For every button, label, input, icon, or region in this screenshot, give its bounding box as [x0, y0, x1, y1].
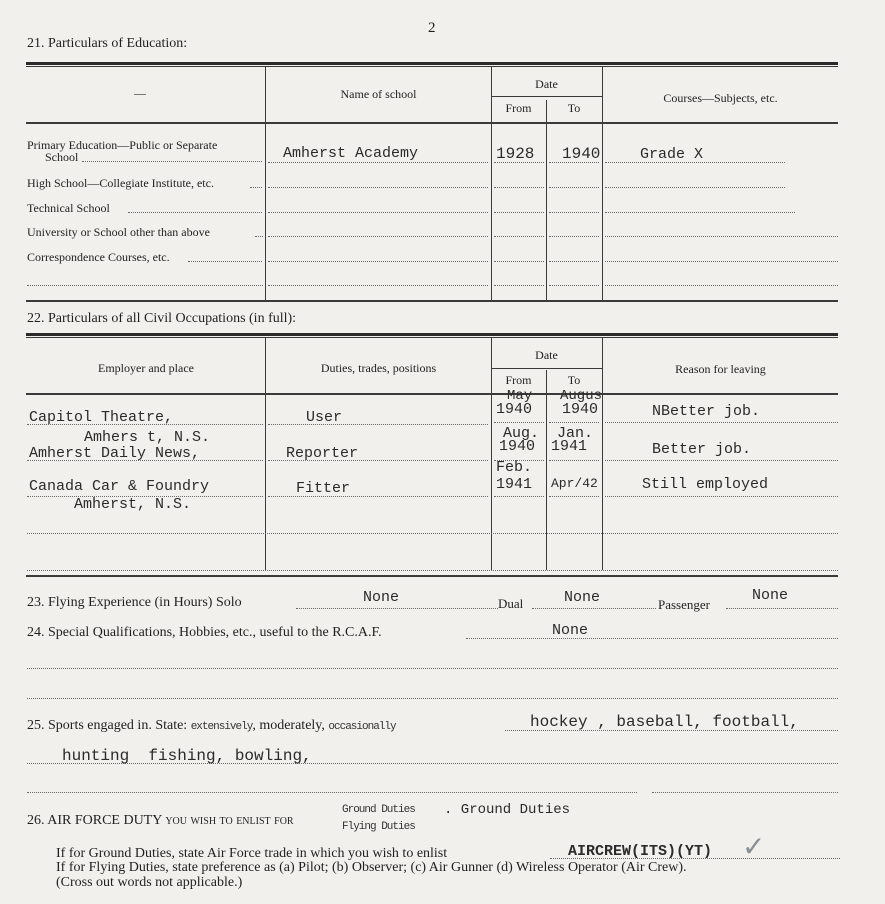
- occ-to-year: 1940: [562, 401, 599, 418]
- dual-value: None: [564, 589, 601, 606]
- solo-value: None: [363, 589, 400, 606]
- flying-experience-label: 23. Flying Experience (in Hours) Solo: [27, 595, 242, 610]
- cross-out-note: (Cross out words not applicable.): [56, 875, 243, 890]
- sports-option-moderately: , moderately,: [252, 718, 325, 733]
- dot-leader: [268, 460, 488, 461]
- sports-option-extensively-struck: extensively: [190, 721, 253, 733]
- section-22-top-rule-inner: [26, 337, 838, 338]
- edu-header-date: Date: [535, 77, 558, 91]
- section-22-top-rule: [26, 333, 838, 336]
- occ-to-month: Augus: [560, 388, 603, 404]
- dot-leader: [27, 668, 838, 669]
- dot-leader: [549, 285, 599, 286]
- occ-employer: Amherst Daily News,: [29, 445, 201, 462]
- edu-header-bottom-rule: [26, 122, 838, 124]
- duty-choice-value: . Ground Duties: [444, 802, 571, 818]
- passenger-value: None: [752, 587, 789, 604]
- dot-leader: [27, 496, 263, 497]
- edu-row-label: Correspondence Courses, etc.: [27, 250, 170, 264]
- occ-to-year: 1941: [551, 438, 588, 455]
- dot-leader: [549, 261, 599, 262]
- sports-label: 25. Sports engaged in. State:: [27, 718, 188, 733]
- special-qualifications-label: 24. Special Qualifications, Hobbies, etc., useful to the R.C.A.F.: [27, 625, 382, 640]
- dot-leader: [494, 236, 544, 237]
- dot-leader: [268, 285, 488, 286]
- occ-reason: NBetter job.: [652, 403, 761, 420]
- dot-leader: [605, 285, 838, 286]
- page-number: 2: [428, 20, 436, 36]
- occ-from-year: 1940: [496, 401, 533, 418]
- flying-duties-option-struck: Flying Duties: [342, 821, 415, 833]
- dot-leader: [494, 212, 544, 213]
- sports-value-line2: hunting fishing, bowling,: [62, 747, 312, 765]
- edu-to-value: 1940: [562, 145, 601, 163]
- occ-duties: User: [306, 409, 343, 426]
- dot-leader: [255, 236, 263, 237]
- ground-duties-option-struck: Ground Duties: [342, 804, 415, 816]
- section-22-bottom-rule: [26, 575, 838, 577]
- dual-label: Dual: [498, 596, 524, 611]
- dot-leader: [268, 236, 488, 237]
- dot-leader: [268, 212, 488, 213]
- occ-from-year: 1940: [499, 438, 536, 455]
- sports-option-occasionally-struck: occasionally: [328, 721, 396, 733]
- edu-header-to: To: [567, 101, 581, 115]
- occ-reason: Better job.: [652, 441, 752, 458]
- occ-from-month: Aug.: [503, 425, 540, 442]
- section-21-bottom-rule: [26, 300, 838, 302]
- dot-leader: [549, 496, 599, 497]
- occ-date-subrule: [491, 368, 602, 369]
- passenger-label: Passenger: [658, 597, 710, 612]
- dot-leader: [494, 187, 544, 188]
- ground-trade-label: If for Ground Duties, state Air Force trade in which you wish to enlist: [56, 846, 448, 861]
- occ-to-month: Jan.: [557, 425, 594, 442]
- dot-leader: [27, 285, 263, 286]
- dot-leader: [605, 422, 838, 423]
- occ-header-bottom-rule: [26, 393, 838, 395]
- occ-duties: Reporter: [286, 445, 359, 462]
- dot-leader: [494, 496, 544, 497]
- sports-label-line: [27, 718, 396, 734]
- dot-leader: [268, 261, 488, 262]
- edu-from-value: 1928: [496, 145, 535, 163]
- dot-leader: [494, 422, 544, 423]
- occ-header-date: Date: [535, 348, 558, 362]
- dot-leader: [549, 460, 599, 461]
- dot-leader: [605, 261, 838, 262]
- dot-leader: [726, 608, 838, 609]
- dot-leader: [27, 792, 637, 793]
- dot-leader: [549, 236, 599, 237]
- occ-header-reason: Reason for leaving: [675, 362, 766, 376]
- dot-leader: [128, 212, 262, 213]
- dot-leader: [27, 570, 838, 571]
- dot-leader: [27, 460, 263, 461]
- edu-col-divider-3: [546, 100, 547, 300]
- occ-from-month: May: [507, 388, 533, 404]
- dot-leader: [605, 162, 785, 163]
- occ-employer: Capitol Theatre,: [29, 409, 174, 426]
- edu-row-label-2: School: [45, 150, 79, 164]
- dot-leader: [605, 187, 785, 188]
- occ-to-date: Apr/42: [551, 476, 598, 491]
- dot-leader: [268, 187, 488, 188]
- sports-value-line1: hockey , baseball, football,: [530, 713, 799, 731]
- dot-leader: [652, 792, 838, 793]
- occ-reason: Still employed: [642, 476, 769, 493]
- dot-leader: [605, 460, 838, 461]
- dot-leader: [268, 496, 488, 497]
- dot-leader: [27, 424, 263, 425]
- occ-header-from: From: [505, 373, 532, 387]
- occ-employer: Canada Car & Foundry: [29, 478, 210, 495]
- occ-from-year: 1941: [496, 476, 533, 493]
- dot-leader: [494, 261, 544, 262]
- air-force-duty-label: 26. AIR FORCE DUTY you wish to enlist for: [27, 813, 294, 828]
- edu-header-school: Name of school: [340, 87, 417, 101]
- dot-leader: [605, 496, 838, 497]
- dot-leader: [27, 533, 838, 534]
- dot-leader: [549, 212, 599, 213]
- check-mark-icon: ✓: [742, 830, 766, 863]
- dot-leader: [250, 187, 262, 188]
- section-21-top-rule-inner: [26, 66, 838, 67]
- occ-header-to: To: [567, 373, 581, 387]
- dot-leader: [82, 161, 262, 162]
- section-21-title: 21. Particulars of Education:: [27, 36, 188, 51]
- occ-col-divider-3: [546, 370, 547, 570]
- dot-leader: [549, 162, 599, 163]
- occ-employer-place: Amhers t, N.S.: [84, 429, 211, 446]
- dot-leader: [268, 162, 488, 163]
- edu-header-courses: Courses—Subjects, etc.: [663, 91, 778, 105]
- edu-courses-value: Grade X: [640, 146, 704, 163]
- dot-leader: [466, 638, 838, 639]
- dot-leader: [549, 422, 599, 423]
- ground-trade-value: AIRCREW(ITS)(YT): [568, 843, 713, 860]
- section-21-top-rule: [26, 62, 838, 65]
- occ-header-employer: Employer and place: [98, 361, 194, 375]
- dot-leader: [268, 424, 488, 425]
- edu-date-subrule: [491, 96, 602, 97]
- section-22-title: 22. Particulars of all Civil Occupations (in full):: [27, 311, 297, 326]
- special-qualifications-value: None: [552, 622, 589, 639]
- edu-header-blank: —: [134, 86, 146, 100]
- edu-row-label: University or School other than above: [27, 225, 210, 239]
- occ-from-month: Feb.: [496, 459, 533, 476]
- edu-header-from: From: [505, 101, 532, 115]
- dot-leader: [494, 285, 544, 286]
- dot-leader: [296, 608, 498, 609]
- flying-preference-label: If for Flying Duties, state preference as (a) Pilot; (b) Observer; (c) Air Gunner (d) Wireless Operator (Air Crew).: [56, 860, 687, 875]
- dot-leader: [605, 212, 795, 213]
- dot-leader: [27, 698, 838, 699]
- edu-row-label: High School—Collegiate Institute, etc.: [27, 176, 214, 190]
- dot-leader: [532, 608, 656, 609]
- edu-school-value: Amherst Academy: [283, 145, 419, 162]
- occ-duties: Fitter: [296, 480, 351, 497]
- edu-row-label: Primary Education—Public or Separate: [27, 138, 218, 152]
- dot-leader: [494, 162, 544, 163]
- edu-row-label: Technical School: [27, 201, 110, 215]
- dot-leader: [188, 261, 262, 262]
- dot-leader: [549, 187, 599, 188]
- dot-leader: [605, 236, 838, 237]
- occ-employer-place: Amherst, N.S.: [74, 496, 192, 513]
- occ-header-duties: Duties, trades, positions: [320, 361, 437, 375]
